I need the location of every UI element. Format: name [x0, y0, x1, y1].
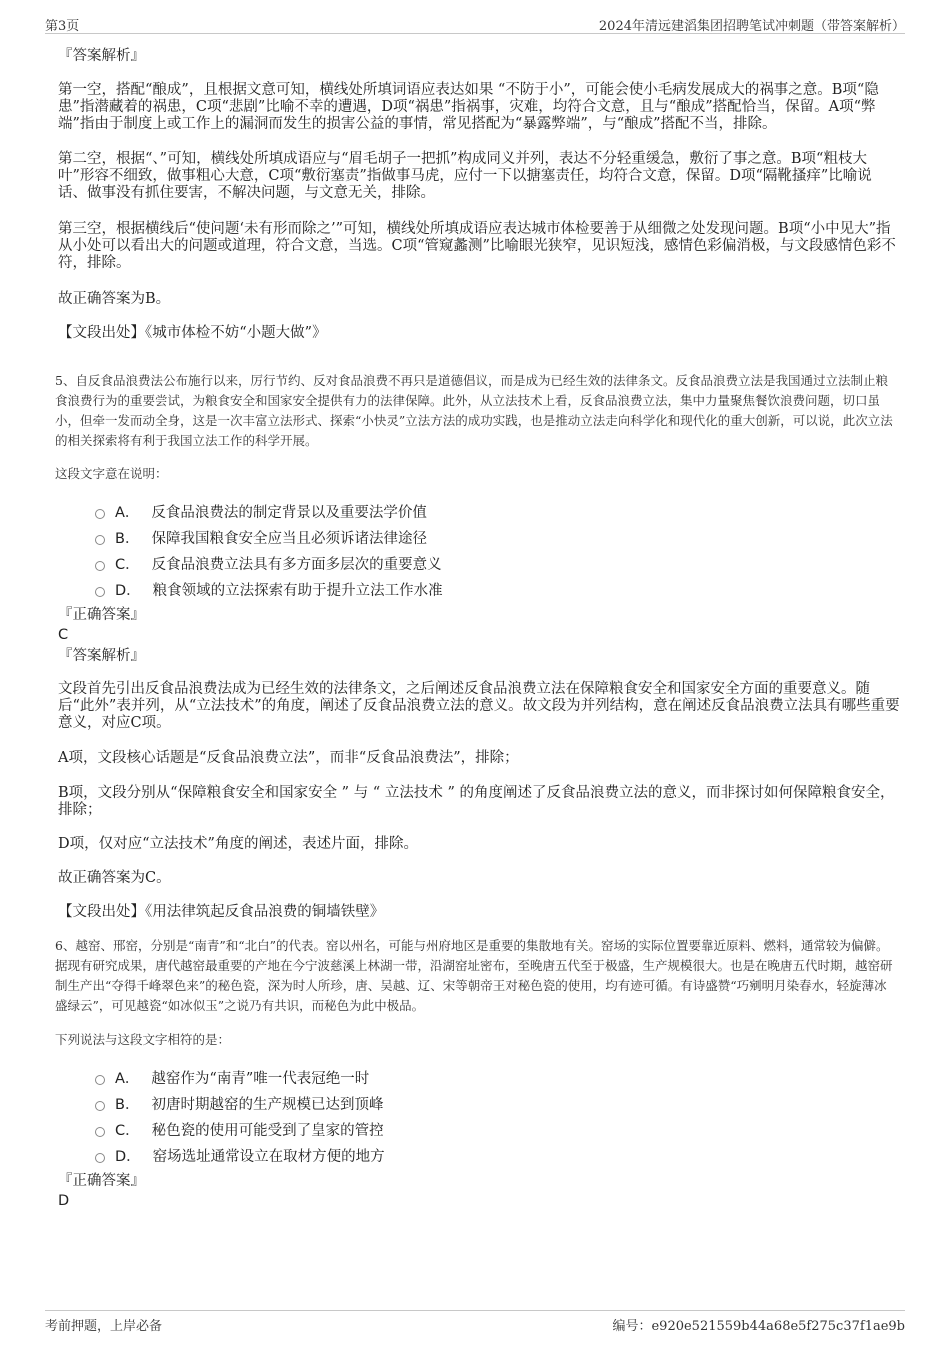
q5-option-a[interactable]: A． 反食品浪费法的制定背景以及重要法学价值: [95, 501, 427, 522]
q5-question: 这段文字意在说明：: [55, 466, 168, 481]
q6-option-d[interactable]: D． 窑场选址通常设立在取材方便的地方: [95, 1145, 385, 1166]
q6-answer: D: [58, 1193, 70, 1209]
q5-answer: C: [58, 627, 69, 643]
page-footer: [45, 1310, 905, 1334]
radio-icon[interactable]: [95, 509, 105, 519]
radio-icon[interactable]: [95, 1153, 105, 1163]
q6-option-a[interactable]: A． 越窑作为“南青”唯一代表冠绝一时: [95, 1067, 369, 1088]
radio-icon[interactable]: [95, 1101, 105, 1111]
page-number: 第3页: [45, 19, 80, 34]
q4-source: 【文段出处】《城市体检不妨“小题大做”》: [58, 325, 327, 341]
radio-icon[interactable]: [95, 561, 105, 571]
footer-slogan: 考前押题，上岸必备: [45, 1319, 163, 1334]
q5-analysis-label: 『答案解析』: [58, 648, 145, 664]
q6-question: 下列说法与这段文字相符的是：: [55, 1032, 231, 1047]
q5-analysis-p4: D项，仅对应“立法技术”角度的阐述，表述片面，排除。: [58, 836, 418, 852]
document-id: 编号：e920e521559b44a68e5f275c37f1ae9b: [612, 1319, 905, 1334]
radio-icon[interactable]: [95, 1075, 105, 1085]
q4-analysis-p1: 第一空，搭配“酿成”，且根据文意可知，横线处所填词语应表达如果 “不防于小”，可能会使小毛病发展成大的祸事之意。B项“隐患”指潜藏着的祸患，C项“悲剧”比喻不幸的遭遇，D项“祸患”指祸事，灾难，均符合文意，且与“酿成”搭配恰当，保留。A项“弊端”指由于制度上或工作上的漏洞而发生的损害公益的事情，常见搭配为“暴露弊端”，与“酿成”搭配不当，排除。: [58, 82, 879, 132]
radio-icon[interactable]: [95, 1127, 105, 1137]
q5-option-c[interactable]: C． 反食品浪费立法具有多方面多层次的重要意义: [95, 553, 442, 574]
q5-option-b[interactable]: B． 保障我国粮食安全应当且必须诉诸法律途径: [95, 527, 427, 548]
q5-stem: 5、自反食品浪费法公布施行以来，厉行节约、反对食品浪费不再只是道德倡议，而是成为已经生效的法律条文。反食品浪费立法是我国通过立法制止粮食浪费行为的重要尝试，为粮食安全和国家安全提供有力的法律保障。此外，从立法技术上看，反食品浪费立法，集中力量聚焦餐饮浪费问题，切口虽小，但牵一发而动全身，这是一次丰富立法形式、探索“小快灵”立法方法的成功实践，也是推动立法走向科学化和现代化的重大创新，可以说，此次立法的相关探索将有利于我国立法工作的科学开展。: [55, 373, 893, 448]
q6-answer-label: 『正确答案』: [58, 1173, 145, 1189]
q5-option-d[interactable]: D． 粮食领域的立法探索有助于提升立法工作水准: [95, 579, 443, 600]
radio-icon[interactable]: [95, 535, 105, 545]
page-header: [45, 14, 905, 34]
radio-icon[interactable]: [95, 587, 105, 597]
q5-analysis-p2: A项，文段核心话题是“反食品浪费立法”，而非“反食品浪费法”，排除；: [58, 750, 519, 766]
document-title: 2024年清远建滔集团招聘笔试冲刺题（带答案解析）: [598, 19, 905, 34]
q5-analysis-p3: B项，文段分别从“保障粮食安全和国家安全 ” 与 “ 立法技术 ” 的角度阐述了反食品浪费立法的意义，而非探讨如何保障粮食安全，排除；: [58, 785, 895, 818]
q5-analysis-p1: 文段首先引出反食品浪费法成为已经生效的法律条文，之后阐述反食品浪费立法在保障粮食安全和国家安全方面的重要意义。随后“此外”表并列，从“立法技术”的角度，阐述了反食品浪费立法的意义。故文段为并列结构，意在阐述反食品浪费立法具有哪些重要意义，对应C项。: [58, 681, 900, 731]
q4-analysis-label: 『答案解析』: [58, 48, 145, 64]
q6-option-b[interactable]: B． 初唐时期越窑的生产规模已达到顶峰: [95, 1093, 383, 1114]
q6-stem: 6、越窑、邢窑，分别是“南青”和“北白”的代表。窑以州名，可能与州府地区是重要的集散地有关。窑场的实际位置要靠近原料、燃料，通常较为偏僻。据现有研究成果，唐代越窑最重要的产地在今宁波慈溪上林湖一带，沿湖窑址密布，至晚唐五代至于极盛，生产规模很大。也是在晚唐五代时期，越窑研制生产出“夺得千峰翠色来”的秘色瓷，深为时人所珍，唐、吴越、辽、宋等朝帝王对秘色瓷的使用，均有迹可循。有诗盛赞“巧剜明月染春水，轻旋薄冰盛绿云”，可见越瓷“如冰似玉”之说乃有共识，而秘色为此中极品。: [55, 938, 893, 1013]
q5-source: 【文段出处】《用法律筑起反食品浪费的铜墙铁壁》: [58, 904, 385, 920]
q5-conclusion: 故正确答案为C。: [58, 870, 171, 886]
q4-analysis-p2: 第二空，根据“、”可知，横线处所填成语应与“眉毛胡子一把抓”构成同义并列，表达不分轻重缓急，敷衍了事之意。B项“粗枝大叶”形容不细致，做事粗心大意，C项“敷衍塞责”指做事马虎，应付一下以搪塞责任，均符合文意，保留。D项“隔靴搔痒”比喻说话、做事没有抓住要害，不解决问题，与文意无关，排除。: [58, 151, 872, 201]
q4-conclusion: 故正确答案为B。: [58, 291, 171, 307]
q6-option-c[interactable]: C． 秘色瓷的使用可能受到了皇家的管控: [95, 1119, 384, 1140]
q5-answer-label: 『正确答案』: [58, 607, 145, 623]
q4-analysis-p3: 第三空，根据横线后“使问题‘未有形而除之’”可知，横线处所填成语应表达城市体检要善于从细微之处发现问题。B项“小中见大”指从小处可以看出大的问题或道理，符合文意，当选。C项“管窥蠡测”比喻眼光狭窄，见识短浅，感情色彩偏消极，与文段感情色彩不符，排除。: [58, 221, 896, 271]
